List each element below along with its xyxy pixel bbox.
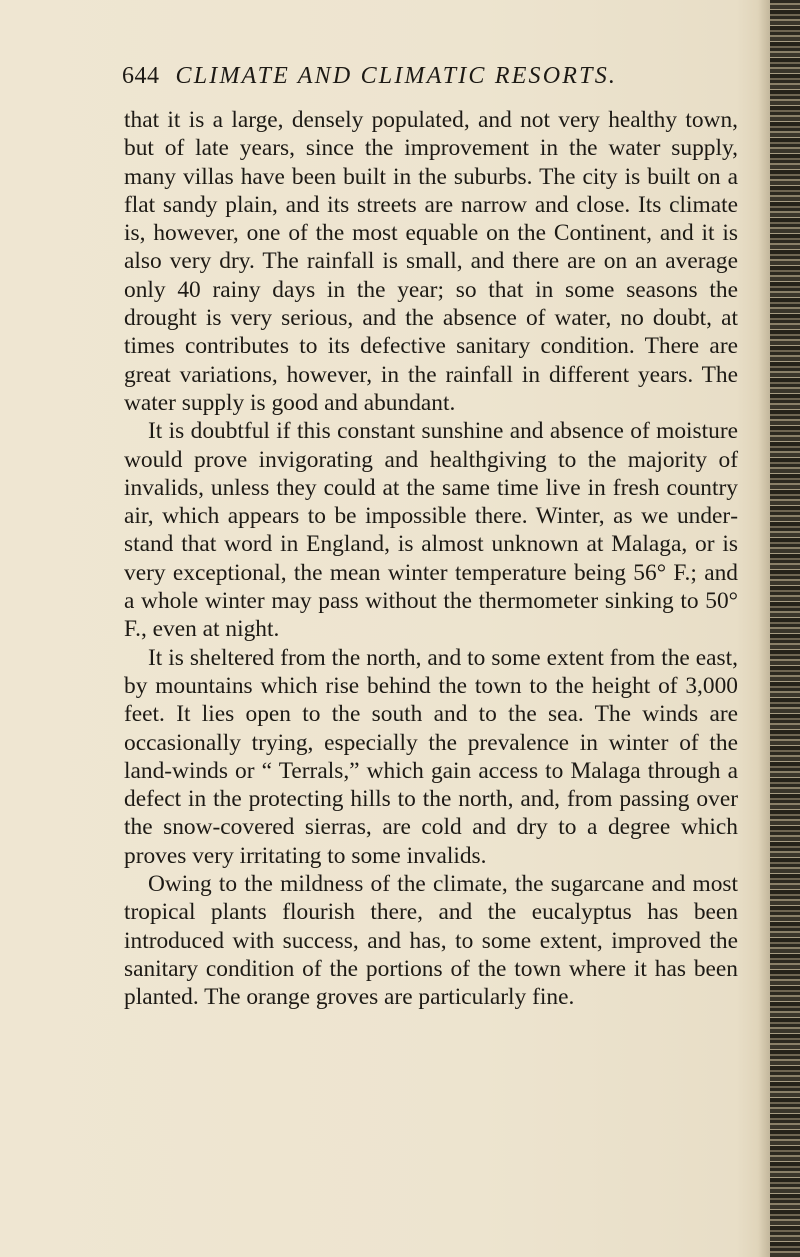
paragraph-malaga-town: that it is a large, densely populated, and not very healthy town, but of late years, since the improvement in the water supply, many villas have been built in the suburbs. The city is built on a flat sandy plain, and its streets are narrow and close. Its climate is, however, one of the most equable on the Continent, and it is also very dry. The rainfall is small, and there are on an average only 40 rainy days in the year; so that in some seasons the drought is very serious, and the absence of water, no doubt, at times contributes to its defective sanitary condition. There are great variations, however, in the rainfall in different years. The water supply is good and abundant.	[124, 107, 738, 416]
page-edge-strip	[770, 0, 800, 1257]
page-number: 644	[122, 63, 160, 89]
paragraph-sunshine-moisture: It is doubtful if this constant sunshine and absence of moisture would prove invigorating and healthgiving to the majority of invalids, unless they could at the same time live in fresh country air, which appears to be impossible there. Winter, as we understand that word in England, is almost unknown at Malaga, or is very exceptional, the mean winter temperature being 56° F.; and a whole winter may pass without the thermometer sinking to 50° F., even at night.	[124, 418, 738, 643]
running-title: CLIMATE AND CLIMATIC RESORTS.	[175, 63, 618, 89]
paragraph-vegetation: Owing to the mildness of the climate, the sugarcane and most tropical plants flourish there, and the eucalyptus has been introduced with success, and has, to some extent, improved the sanitary condition of the portions of the town where it has been planted. The orange groves are particularly fine.	[124, 871, 738, 1011]
page-header	[122, 58, 682, 94]
body-text	[124, 106, 738, 1012]
paragraph-shelter-winds: It is sheltered from the north, and to some extent from the east, by mountains which rise behind the town to the height of 3,000 feet. It lies open to the south and to the sea. The winds are occasionally trying, especially the prevalence in winter of the land-winds or “ Terrals,” which gain access to Malaga through a defect in the protecting hills to the north, and, from passing over the snow-covered sierras, are cold and dry to a degree which proves very irritating to some invalids.	[124, 644, 738, 869]
